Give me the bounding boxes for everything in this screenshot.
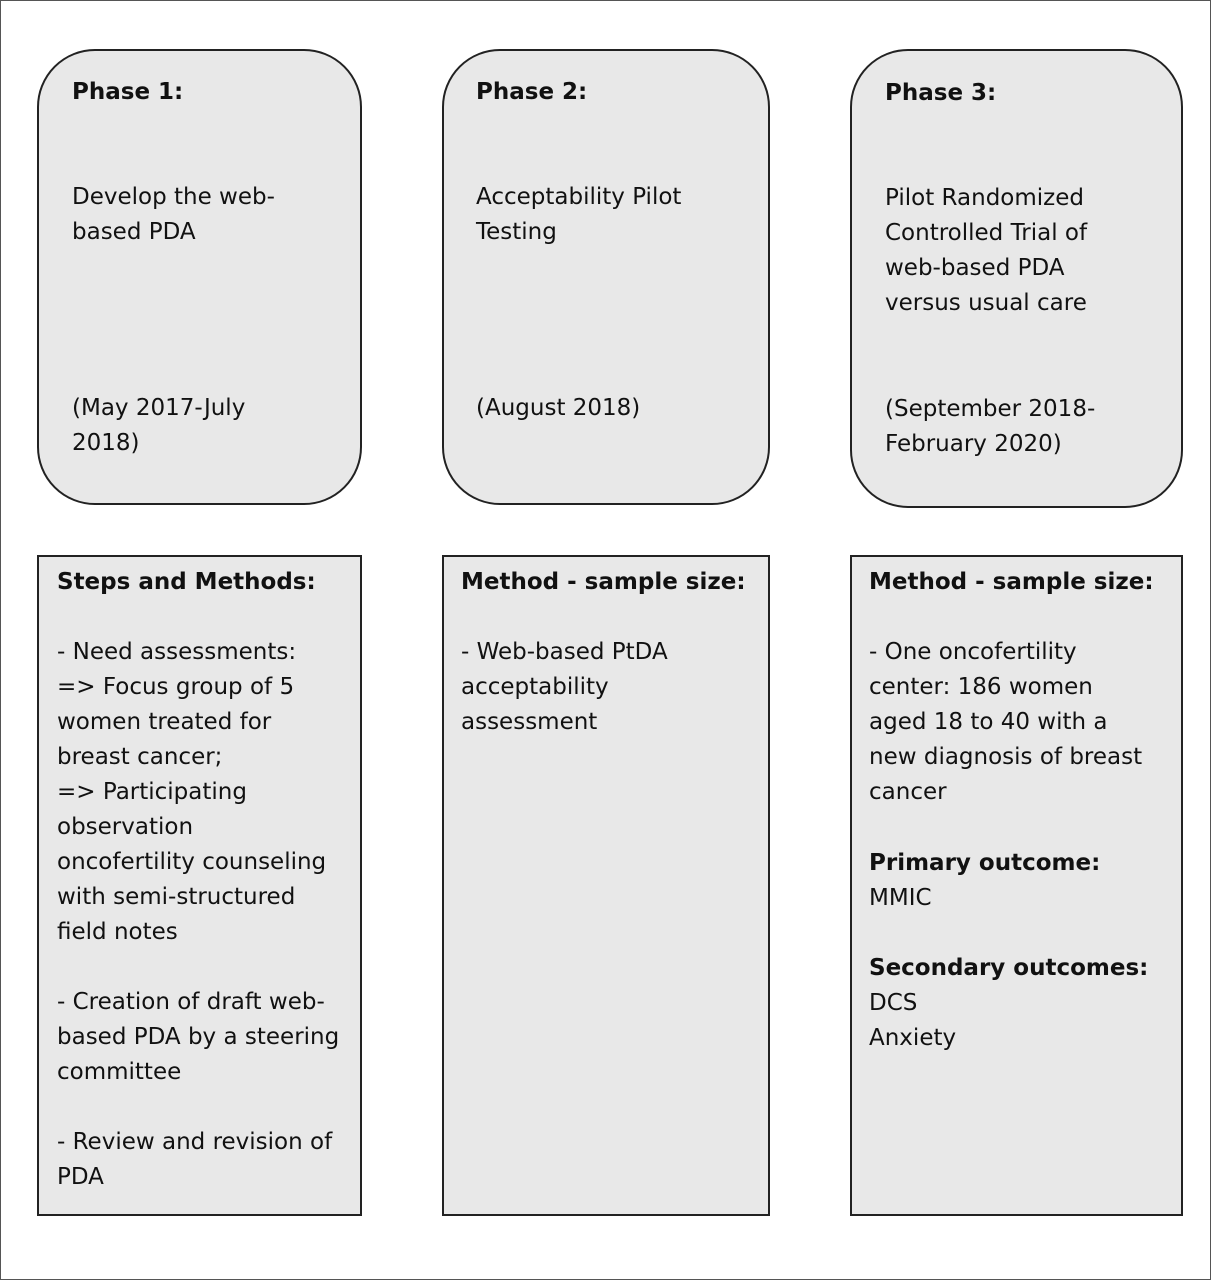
methods-2-line: acceptability [461, 674, 609, 700]
phase-1-description-line: Develop the web- [72, 184, 275, 210]
methods-1-line: committee [57, 1059, 182, 1085]
phase-3-dates [885, 392, 1095, 462]
phase-3-dates-line: (September 2018- [885, 396, 1096, 422]
methods-1-line: oncofertility counseling [57, 849, 327, 875]
methods-2-list [461, 635, 668, 740]
methods-2-line: - Web-based PtDA [461, 639, 668, 665]
methods-1-line: - Creation of draft web- [57, 989, 325, 1015]
phase-1-dates-line: (May 2017-July [72, 395, 246, 421]
phase-3-description-line: versus usual care [885, 290, 1087, 316]
secondary-outcome-item: DCS [869, 990, 918, 1016]
phase-2-dates-line: (August 2018) [476, 395, 641, 421]
methods-3-line: aged 18 to 40 with a [869, 709, 1108, 735]
methods-3-line: center: 186 women [869, 674, 1093, 700]
phase-1-dates [72, 391, 245, 461]
methods-3-list [869, 635, 1142, 810]
methods-1-line: - Review and revision of [57, 1129, 333, 1155]
methods-3-line: - One oncofertility [869, 639, 1077, 665]
primary-outcome-item: MMIC [869, 885, 932, 911]
methods-1-line: based PDA by a steering [57, 1024, 340, 1050]
methods-1-list [57, 635, 339, 1195]
methods-1-line: => Participating [57, 779, 247, 805]
spacer [57, 1090, 339, 1125]
methods-1-line: - Need assessments: [57, 639, 297, 665]
phase-3-dates-line: February 2020) [885, 431, 1062, 457]
methods-1-line: => Focus group of 5 [57, 674, 295, 700]
primary-outcome-list [869, 881, 932, 916]
phase-1-dates-line: 2018) [72, 430, 140, 456]
methods-1-line: PDA [57, 1164, 104, 1190]
phase-3-description-line: Controlled Trial of [885, 220, 1088, 246]
phase-1-description-line: based PDA [72, 219, 196, 245]
secondary-outcomes-list [869, 986, 956, 1056]
primary-outcome-heading: Primary outcome: [869, 850, 1101, 876]
phase-2-description-line: Testing [476, 219, 557, 245]
spacer [57, 950, 339, 985]
methods-1-line: with semi-structured [57, 884, 296, 910]
phase-2-title: Phase 2: [476, 79, 588, 105]
secondary-outcomes-heading: Secondary outcomes: [869, 955, 1149, 981]
phase-3-description-line: web-based PDA [885, 255, 1065, 281]
phase-3-title: Phase 3: [885, 80, 997, 106]
methods-2-line: assessment [461, 709, 598, 735]
secondary-outcome-item: Anxiety [869, 1025, 957, 1051]
phase-1-title: Phase 1: [72, 79, 184, 105]
phase-2-description [476, 180, 681, 250]
methods-3-line: new diagnosis of breast [869, 744, 1143, 770]
methods-3-line: cancer [869, 779, 947, 805]
phase-2-description-line: Acceptability Pilot [476, 184, 682, 210]
phase-3-description-line: Pilot Randomized [885, 185, 1084, 211]
methods-1-line: observation [57, 814, 194, 840]
methods-2-heading: Method - sample size: [461, 569, 746, 595]
methods-1-line: breast cancer; [57, 744, 223, 770]
methods-1-line: women treated for [57, 709, 272, 735]
methods-3-heading: Method - sample size: [869, 569, 1154, 595]
phase-2-box [442, 49, 770, 505]
methods-1-line: field notes [57, 919, 178, 945]
phase-2-dates [476, 391, 640, 426]
methods-1-heading: Steps and Methods: [57, 569, 316, 595]
phase-1-description [72, 180, 275, 250]
phase-3-description [885, 181, 1087, 321]
